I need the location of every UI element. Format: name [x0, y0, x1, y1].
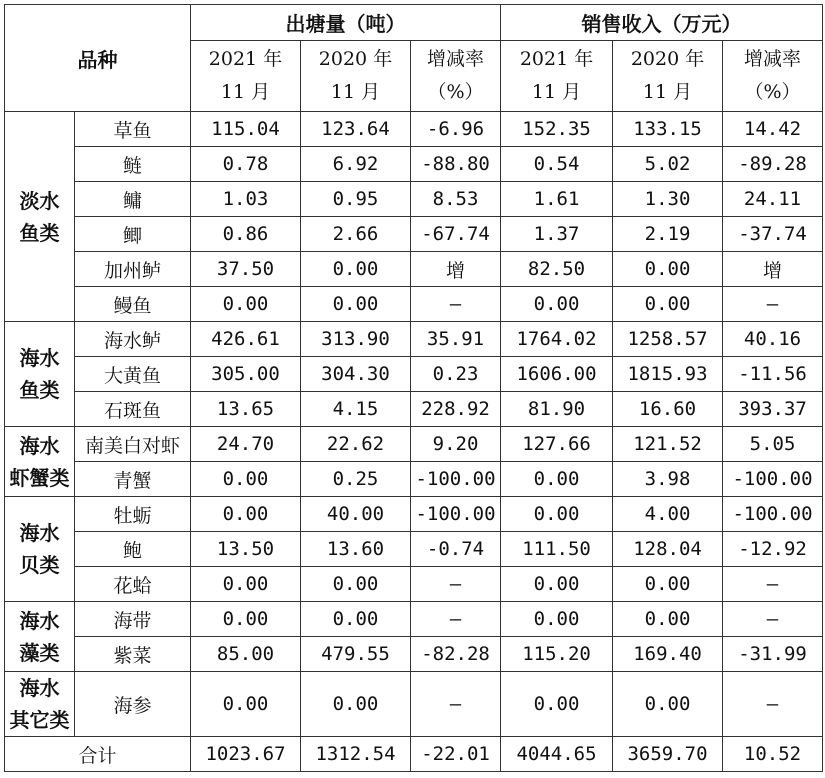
table-row	[5, 392, 823, 427]
out-2020-cell: 6.92	[301, 147, 411, 182]
out-rate-cell: -100.00	[411, 462, 501, 497]
rev-2020-cell: 128.04	[613, 532, 723, 567]
total-label: 合计	[5, 737, 191, 772]
rev-2021-cell: 1.37	[501, 217, 613, 252]
table-row	[5, 602, 823, 637]
out-2021-cell: 305.00	[191, 357, 301, 392]
out-2021-cell: 0.00	[191, 672, 301, 737]
rev-rate-cell: -37.74	[723, 217, 823, 252]
rev-rate-cell: -100.00	[723, 462, 823, 497]
variety-name: 紫菜	[75, 637, 191, 672]
rev-rate-cell: -12.92	[723, 532, 823, 567]
rev-2020-cell: 1815.93	[613, 357, 723, 392]
out-rate-cell: 8.53	[411, 182, 501, 217]
variety-name: 石斑鱼	[75, 392, 191, 427]
variety-name: 草鱼	[75, 112, 191, 147]
rev-2020-cell: 133.15	[613, 112, 723, 147]
table-body	[5, 112, 823, 737]
rev-rate-cell: —	[723, 602, 823, 637]
rev-2020-cell: 2.19	[613, 217, 723, 252]
table-row	[5, 357, 823, 392]
rev-rate-cell: 40.16	[723, 322, 823, 357]
out-rate-cell: —	[411, 602, 501, 637]
rev-rate-cell: 14.42	[723, 112, 823, 147]
table-row	[5, 462, 823, 497]
variety-name: 鳗鱼	[75, 287, 191, 322]
variety-name: 青蟹	[75, 462, 191, 497]
out-2021-cell: 1.03	[191, 182, 301, 217]
rev-rate-cell: -100.00	[723, 497, 823, 532]
table-row	[5, 147, 823, 182]
total-rev-rate: 10.52	[723, 737, 823, 772]
table-row	[5, 497, 823, 532]
out-2021-cell: 0.00	[191, 497, 301, 532]
category-cell: 淡水 鱼类	[5, 112, 75, 322]
out-rate-cell: 228.92	[411, 392, 501, 427]
output-2020-header: 2020 年 11 月	[301, 41, 411, 112]
category-cell: 海水 鱼类	[5, 322, 75, 427]
out-2021-cell: 426.61	[191, 322, 301, 357]
total-out-2020: 1312.54	[301, 737, 411, 772]
out-2021-cell: 0.00	[191, 287, 301, 322]
rev-2020-cell: 4.00	[613, 497, 723, 532]
rev-2020-cell: 5.02	[613, 147, 723, 182]
total-out-2021: 1023.67	[191, 737, 301, 772]
revenue-rate-header: 增减率 （%）	[723, 41, 823, 112]
variety-name: 海水鲈	[75, 322, 191, 357]
rev-2020-cell: 121.52	[613, 427, 723, 462]
rev-2021-cell: 0.00	[501, 602, 613, 637]
rev-2020-cell: 1.30	[613, 182, 723, 217]
rev-rate-cell: 24.11	[723, 182, 823, 217]
table-row	[5, 672, 823, 737]
out-rate-cell: -67.74	[411, 217, 501, 252]
out-2021-cell: 0.00	[191, 462, 301, 497]
rev-2021-cell: 81.90	[501, 392, 613, 427]
rev-2020-cell: 0.00	[613, 252, 723, 287]
out-2021-cell: 24.70	[191, 427, 301, 462]
out-2020-cell: 0.00	[301, 672, 411, 737]
rev-2020-cell: 169.40	[613, 637, 723, 672]
variety-name: 鲫	[75, 217, 191, 252]
out-rate-cell: —	[411, 672, 501, 737]
rev-rate-cell: 393.37	[723, 392, 823, 427]
variety-name: 海参	[75, 672, 191, 737]
category-cell: 海水 虾蟹类	[5, 427, 75, 497]
rev-2020-cell: 0.00	[613, 287, 723, 322]
rev-2021-cell: 127.66	[501, 427, 613, 462]
out-2020-cell: 0.00	[301, 567, 411, 602]
category-cell: 海水 贝类	[5, 497, 75, 602]
out-rate-cell: 35.91	[411, 322, 501, 357]
rev-rate-cell: —	[723, 567, 823, 602]
category-cell: 海水 其它类	[5, 672, 75, 737]
out-2020-cell: 123.64	[301, 112, 411, 147]
out-2021-cell: 0.78	[191, 147, 301, 182]
rev-2020-cell: 16.60	[613, 392, 723, 427]
table-row	[5, 532, 823, 567]
rev-2021-cell: 1.61	[501, 182, 613, 217]
total-row	[5, 737, 823, 772]
rev-2021-cell: 115.20	[501, 637, 613, 672]
out-2020-cell: 40.00	[301, 497, 411, 532]
rev-rate-cell: -11.56	[723, 357, 823, 392]
rev-2020-cell: 0.00	[613, 672, 723, 737]
table-row	[5, 637, 823, 672]
variety-name: 大黄鱼	[75, 357, 191, 392]
rev-rate-cell: 增	[723, 252, 823, 287]
table-row	[5, 567, 823, 602]
rev-2021-cell: 82.50	[501, 252, 613, 287]
out-2021-cell: 13.50	[191, 532, 301, 567]
rev-rate-cell: 5.05	[723, 427, 823, 462]
table-row	[5, 182, 823, 217]
rev-rate-cell: —	[723, 672, 823, 737]
out-2020-cell: 313.90	[301, 322, 411, 357]
rev-2021-cell: 0.00	[501, 672, 613, 737]
rev-2021-cell: 1764.02	[501, 322, 613, 357]
out-2021-cell: 115.04	[191, 112, 301, 147]
table-row	[5, 252, 823, 287]
rev-2021-cell: 0.00	[501, 567, 613, 602]
out-2021-cell: 0.86	[191, 217, 301, 252]
out-rate-cell: -82.28	[411, 637, 501, 672]
out-rate-cell: -100.00	[411, 497, 501, 532]
rev-rate-cell: -31.99	[723, 637, 823, 672]
rev-2020-cell: 0.00	[613, 567, 723, 602]
out-2020-cell: 0.00	[301, 287, 411, 322]
variety-name: 加州鲈	[75, 252, 191, 287]
category-cell: 海水 藻类	[5, 602, 75, 672]
output-group-header: 出塘量（吨）	[191, 5, 501, 41]
variety-name: 鲢	[75, 147, 191, 182]
rev-2021-cell: 0.00	[501, 497, 613, 532]
rev-2021-cell: 1606.00	[501, 357, 613, 392]
variety-name: 南美白对虾	[75, 427, 191, 462]
table-row	[5, 217, 823, 252]
rev-2020-cell: 0.00	[613, 602, 723, 637]
out-2021-cell: 0.00	[191, 567, 301, 602]
out-2020-cell: 0.00	[301, 602, 411, 637]
out-2020-cell: 13.60	[301, 532, 411, 567]
out-rate-cell: -88.80	[411, 147, 501, 182]
revenue-2020-header: 2020 年 11 月	[613, 41, 723, 112]
variety-name: 鳙	[75, 182, 191, 217]
aquaculture-statistics-table	[4, 4, 823, 772]
out-rate-cell: —	[411, 567, 501, 602]
output-rate-header: 增减率 （%）	[411, 41, 501, 112]
rev-2021-cell: 0.00	[501, 287, 613, 322]
table-row	[5, 427, 823, 462]
variety-header: 品种	[5, 5, 191, 112]
out-2021-cell: 13.65	[191, 392, 301, 427]
total-rev-2020: 3659.70	[613, 737, 723, 772]
rev-2020-cell: 1258.57	[613, 322, 723, 357]
out-2021-cell: 37.50	[191, 252, 301, 287]
table-row	[5, 287, 823, 322]
out-rate-cell: -6.96	[411, 112, 501, 147]
out-rate-cell: —	[411, 287, 501, 322]
table-row	[5, 322, 823, 357]
variety-name: 鲍	[75, 532, 191, 567]
out-2020-cell: 0.00	[301, 252, 411, 287]
rev-rate-cell: —	[723, 287, 823, 322]
out-2020-cell: 0.25	[301, 462, 411, 497]
revenue-group-header: 销售收入（万元）	[501, 5, 823, 41]
variety-name: 花蛤	[75, 567, 191, 602]
output-2021-header: 2021 年 11 月	[191, 41, 301, 112]
out-2020-cell: 4.15	[301, 392, 411, 427]
rev-2021-cell: 0.54	[501, 147, 613, 182]
total-rev-2021: 4044.65	[501, 737, 613, 772]
total-out-rate: -22.01	[411, 737, 501, 772]
out-2020-cell: 22.62	[301, 427, 411, 462]
out-rate-cell: 0.23	[411, 357, 501, 392]
out-2020-cell: 2.66	[301, 217, 411, 252]
variety-name: 海带	[75, 602, 191, 637]
out-2020-cell: 304.30	[301, 357, 411, 392]
rev-2020-cell: 3.98	[613, 462, 723, 497]
out-rate-cell: 9.20	[411, 427, 501, 462]
table-row	[5, 112, 823, 147]
out-2021-cell: 0.00	[191, 602, 301, 637]
rev-rate-cell: -89.28	[723, 147, 823, 182]
out-rate-cell: 增	[411, 252, 501, 287]
rev-2021-cell: 152.35	[501, 112, 613, 147]
out-2020-cell: 479.55	[301, 637, 411, 672]
revenue-2021-header: 2021 年 11 月	[501, 41, 613, 112]
out-rate-cell: -0.74	[411, 532, 501, 567]
out-2020-cell: 0.95	[301, 182, 411, 217]
out-2021-cell: 85.00	[191, 637, 301, 672]
variety-name: 牡蛎	[75, 497, 191, 532]
rev-2021-cell: 111.50	[501, 532, 613, 567]
rev-2021-cell: 0.00	[501, 462, 613, 497]
